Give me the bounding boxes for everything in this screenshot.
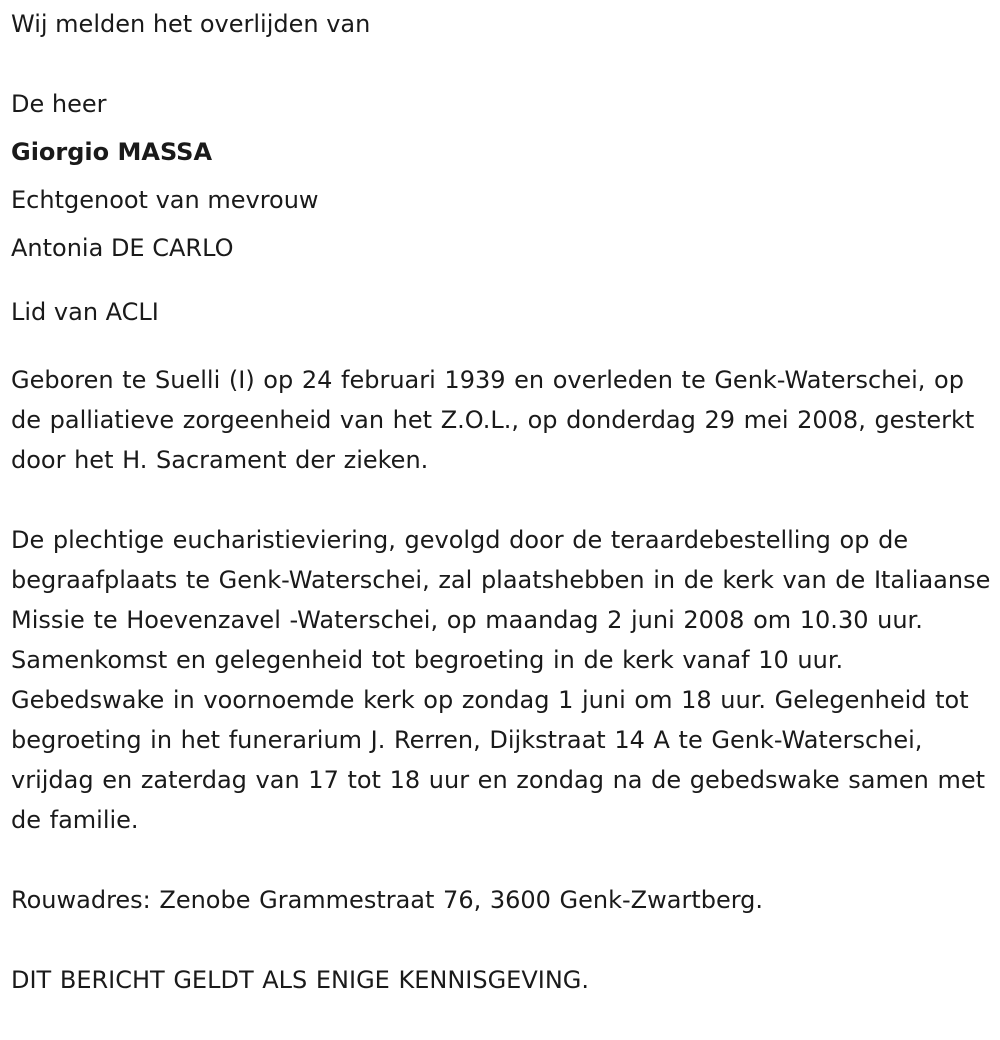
death-notice — [11, 0, 996, 1000]
spacer — [11, 840, 996, 880]
intro-line: Wij melden het overlijden van — [11, 10, 371, 38]
spacer — [11, 336, 996, 360]
membership: Lid van ACLI — [11, 298, 159, 326]
spacer — [11, 48, 996, 80]
closing-statement: DIT BERICHT GELDT ALS ENIGE KENNISGEVING. — [11, 966, 590, 994]
mourning-address: Rouwadres: Zenobe Grammestraat 76, 3600 Genk-Zwartberg. — [11, 886, 764, 914]
spacer — [11, 920, 996, 960]
deceased-name: Giorgio MASSA — [11, 138, 213, 166]
birth-death-paragraph: Geboren te Suelli (I) op 24 februari 1939 en overleden te Genk-Waterschei, op de palliatieve zorgeenheid van het Z.O.L., op donderdag 29 mei 2008, gesterkt door het H. Sacrament der zieken. — [11, 366, 975, 474]
spouse-name: Antonia DE CARLO — [11, 234, 234, 262]
spacer — [11, 480, 996, 520]
spacer — [11, 272, 996, 288]
spouse-label: Echtgenoot van mevrouw — [11, 186, 319, 214]
salutation: De heer — [11, 90, 107, 118]
ceremony-paragraph: De plechtige eucharistieviering, gevolgd door de teraardebestelling op de begraafplaats te Genk-Waterschei, zal plaatshebben in de kerk van de Italiaanse Missie te Hoevenzavel -Waterschei, op maandag 2 juni 2008 om 10.30 uur. Samenkomst en gelegenheid tot begroeting in de kerk vanaf 10 uur. Gebedswake in voornoemde kerk op zondag 1 juni om 18 uur. Gelegenheid tot begroeting in het funerarium J. Rerren, Dijkstraat 14 A te Genk-Waterschei, vrijdag en zaterdag van 17 tot 18 uur en zondag na de gebedswake samen met de familie. — [11, 526, 991, 834]
